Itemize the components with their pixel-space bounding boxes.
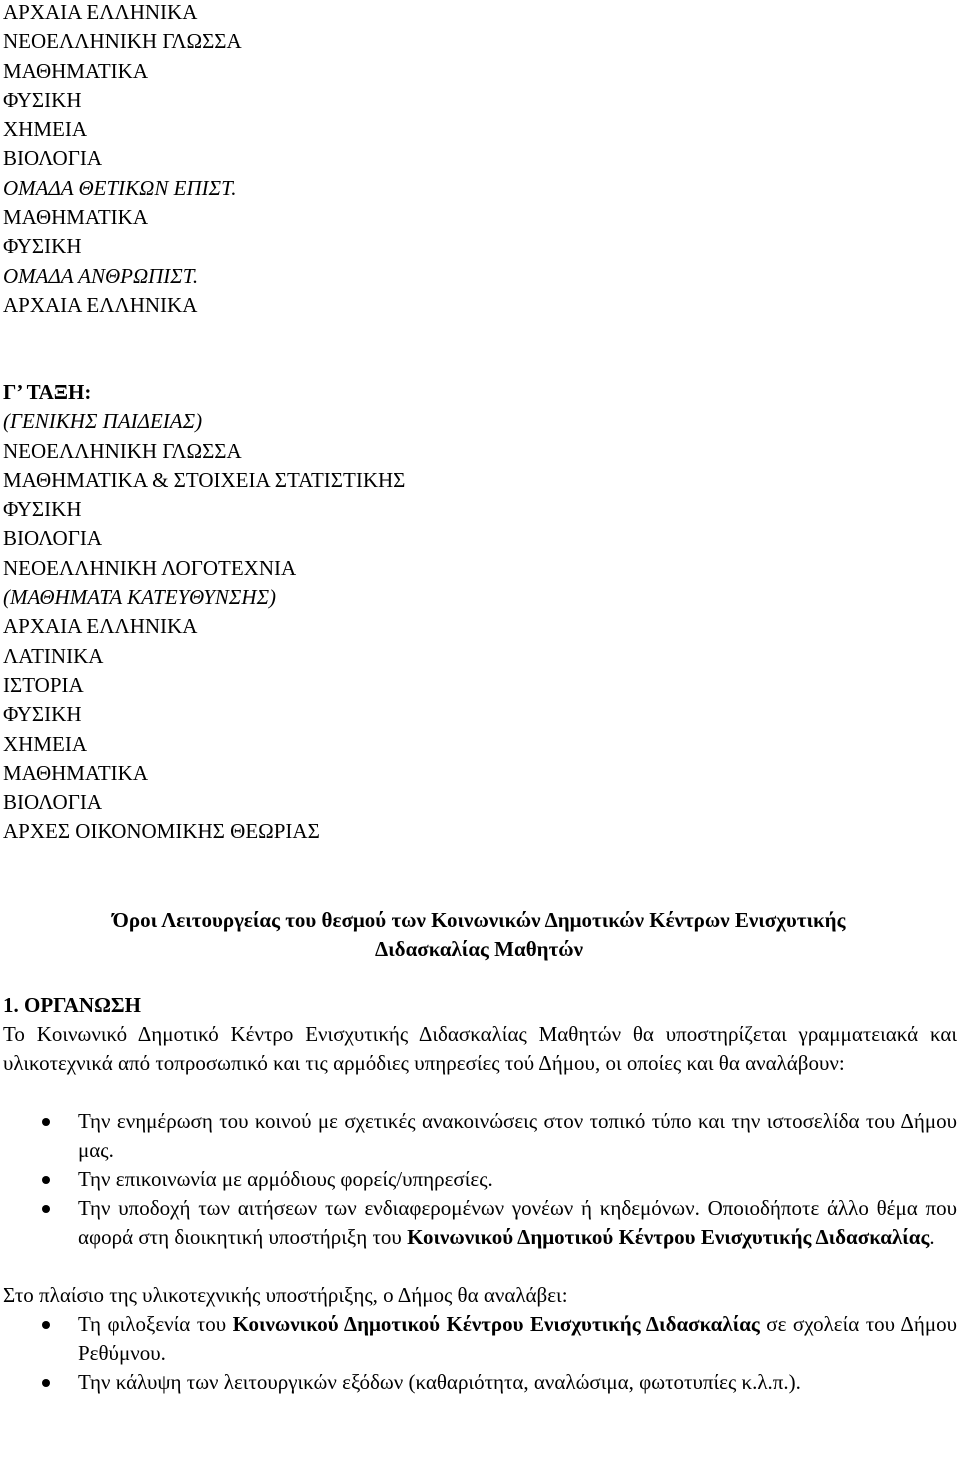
subject-line: ΟΜΑΔΑ ΘΕΤΙΚΩΝ ΕΠΙΣΤ. xyxy=(3,175,237,200)
bullet-item xyxy=(3,1310,957,1368)
bullet-list-support xyxy=(3,1310,957,1397)
bullet-tail-text: σε σχολεία του Δήμου Ρεθύμνου. xyxy=(78,1312,957,1365)
subject-line: ΜΑΘΗΜΑΤΙΚΑ & ΣΤΟΙΧΕΙΑ ΣΤΑΤΙΣΤΙΚΗΣ xyxy=(3,467,406,492)
subjects-list-c xyxy=(3,378,405,847)
subject-line: ΜΑΘΗΜΑΤΙΚΑ xyxy=(3,58,148,83)
subject-line: ΛΑΤΙΝΙΚΑ xyxy=(3,643,104,668)
bullet-dot-icon xyxy=(42,1205,50,1213)
bullet-dot-icon xyxy=(42,1176,50,1184)
section-support-intro: Στο πλαίσιο της υλικοτεχνικής υποστήριξης, ο Δήμος θα αναλάβει: xyxy=(3,1283,568,1307)
bullet-text: Την κάλυψη των λειτουργικών εξόδων (καθαριότητα, αναλώσιμα, φωτοτυπίες κ.λ.π.). xyxy=(78,1370,801,1394)
subject-line: ΑΡΧΑΙΑ ΕΛΛΗΝΙΚΑ xyxy=(3,614,198,639)
subject-line: ΙΣΤΟΡΙΑ xyxy=(3,672,84,697)
subject-line: (ΓΕΝΙΚΗΣ ΠΑΙΔΕΙΑΣ) xyxy=(3,409,203,434)
section-intro-paragraph: Το Κοινωνικό Δημοτικό Κέντρο Ενισχυτικής Διδασκαλίας Μαθητών θα υποστηρίζεται γραμματειακά και υλικοτεχνικά από τοπροσωπικό και τις αρμόδιες υπηρεσίες τού Δήμου, οι οποίες και θα αναλάβουν: xyxy=(3,1022,957,1075)
subject-line: ΟΜΑΔΑ ΑΝΘΡΩΠΙΣΤ. xyxy=(3,263,199,288)
section-organization xyxy=(3,991,957,1397)
subject-line: ΜΑΘΗΜΑΤΙΚΑ xyxy=(3,760,148,785)
bullet-text: Την επικοινωνία με αρμόδιους φορείς/υπηρεσίες. xyxy=(78,1167,493,1191)
subject-line: (ΜΑΘΗΜΑΤΑ ΚΑΤΕΥΘΥΝΣΗΣ) xyxy=(3,585,277,610)
subject-line: ΑΡΧΑΙΑ ΕΛΛΗΝΙΚΑ xyxy=(3,292,198,317)
subjects-list-b xyxy=(3,0,242,320)
subject-line: ΝΕΟΕΛΛΗΝΙΚΗ ΓΛΩΣΣΑ xyxy=(3,29,242,54)
section-title: 1. ΟΡΓΑΝΩΣΗ xyxy=(3,993,141,1017)
subject-line: ΝΕΟΕΛΛΗΝΙΚΗ ΛΟΓΟΤΕΧΝΙΑ xyxy=(3,555,297,580)
bullet-bold-text: Κοινωνικού Δημοτικού Κέντρου Ενισχυτικής Διδασκαλίας xyxy=(232,1312,760,1336)
subject-line: ΒΙΟΛΟΓΙΑ xyxy=(3,526,102,551)
subject-line: ΦΥΣΙΚΗ xyxy=(3,234,82,259)
bullet-bold-text: Κοινωνικού Δημοτικού Κέντρου Ενισχυτικής Διδασκαλίας xyxy=(407,1225,930,1249)
heading-line-2: Διδασκαλίας Μαθητών xyxy=(375,937,583,961)
subject-line: ΒΙΟΛΟΓΙΑ xyxy=(3,790,102,815)
subject-line: ΦΥΣΙΚΗ xyxy=(3,497,82,522)
bullet-text: Την υποδοχή των αιτήσεων των ενδιαφερομένων γονέων ή κηδεμόνων. Οποιοδήποτε άλλο θέμα που αφορά στη διοικητική υποστήριξη του xyxy=(78,1196,957,1249)
bullet-item xyxy=(3,1107,957,1165)
subject-line: ΑΡΧΑΙΑ ΕΛΛΗΝΙΚΑ xyxy=(3,0,198,24)
document-heading xyxy=(3,906,955,964)
subject-line: ΧΗΜΕΙΑ xyxy=(3,731,87,756)
bullet-text: Τη φιλοξενία του xyxy=(78,1312,233,1336)
subject-line: ΜΑΘΗΜΑΤΙΚΑ xyxy=(3,205,148,230)
bullet-item xyxy=(3,1368,957,1397)
bullet-dot-icon xyxy=(42,1321,50,1329)
subject-line: ΒΙΟΛΟΓΙΑ xyxy=(3,146,102,171)
subject-line: ΝΕΟΕΛΛΗΝΙΚΗ ΓΛΩΣΣΑ xyxy=(3,438,242,463)
bullet-list-responsibilities xyxy=(3,1107,957,1252)
subject-line: Γ’ ΤΑΞΗ: xyxy=(3,380,92,404)
bullet-item xyxy=(3,1165,957,1194)
subject-line: ΦΥΣΙΚΗ xyxy=(3,87,82,112)
bullet-text: Την ενημέρωση του κοινού με σχετικές ανακοινώσεις στον τοπικό τύπο και την ιστοσελίδα του Δήμου μας. xyxy=(78,1109,957,1162)
subject-line: ΦΥΣΙΚΗ xyxy=(3,702,82,727)
heading-line-1: Όροι Λειτουργείας του θεσμού των Κοινωνικών Δημοτικών Κέντρων Ενισχυτικής xyxy=(112,908,846,932)
bullet-dot-icon xyxy=(42,1118,50,1126)
subject-line: ΧΗΜΕΙΑ xyxy=(3,117,87,142)
bullet-item xyxy=(3,1194,957,1252)
bullet-tail-text: . xyxy=(929,1225,935,1249)
subject-line: ΑΡΧΕΣ ΟΙΚΟΝΟΜΙΚΗΣ ΘΕΩΡΙΑΣ xyxy=(3,819,320,844)
bullet-dot-icon xyxy=(42,1379,50,1387)
